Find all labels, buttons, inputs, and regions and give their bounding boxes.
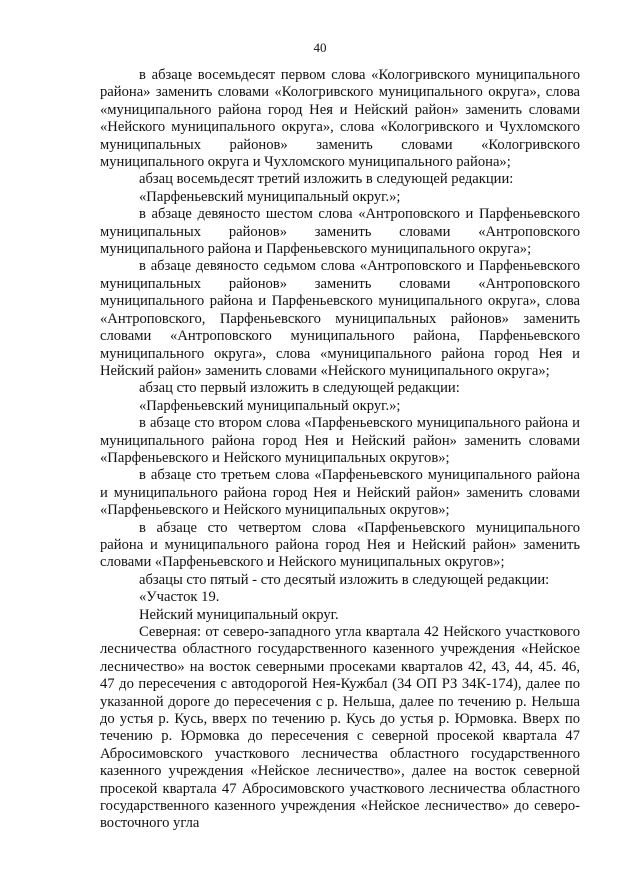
paragraph: в абзаце девяносто шестом слова «Антроповского и Парфеньевского муниципальных районов» заменить словами «Антроповского муниципального района и Парфеньевского муниципального округа»; — [100, 206, 580, 258]
paragraph: абзацы сто пятый - сто десятый изложить в следующей редакции: — [139, 571, 550, 588]
paragraph: в абзаце сто третьем слова «Парфеньевского муниципального района и муниципального района город Нея и Нейский район» заменить словами «Парфеньевского и Нейского муниципальных округов»; — [100, 467, 580, 519]
paragraph: «Участок 19. — [139, 589, 220, 606]
paragraph: «Парфеньевский муниципальный округ.»; — [139, 188, 401, 205]
paragraph: в абзаце девяносто седьмом слова «Антроповского и Парфеньевского муниципальных районов» заменить словами «Антроповского муниципального района и Парфеньевского муниципального округа», слова «Антроповского, Парфеньевского муниципальных районов» заменить словами «Антроповского муниципального района, Парфеньевского муниципального округа», слова «муниципального района город Нея и Нейский район» заменить словами «Нейского муниципального округа»; — [100, 258, 580, 379]
paragraph: в абзаце сто четвертом слова «Парфеньевского муниципального района и муниципального района город Нея и Нейский район» заменить словами «Парфеньевского и Нейского муниципальных округов»; — [100, 519, 580, 571]
document-body — [100, 67, 580, 833]
paragraph: Северная: от северо-западного угла квартала 42 Нейского участкового лесничества областного государственного казенного учреждения «Нейское лесничество» на восток северными просеками кварталов 42, 43, 44, 45. 46, 47 до пересечения с автодорогой Нея-Кужбал (34 ОП РЗ 34К-174), далее по указанной дороге до пересечения с р. Нельша, далее по течению р. Нельша до устья р. Кусь, вверх по течению р. Кусь до устья р. Юрмовка. Вверх по течению р. Юрмовка до пересечения с северной просекой квартала 47 Абросимовского участкового лесничества областного государственного казенного учреждения «Нейское лесничество», далее на восток северной просекой квартала 47 Абросимовского участкового лесничества областного государственного казенного учреждения «Нейское лесничество» до северо-восточного угла — [100, 624, 580, 832]
paragraph: абзац сто первый изложить в следующей редакции: — [139, 380, 460, 397]
paragraph: в абзаце восемьдесят первом слова «Кологривского муниципального района» заменить словами «Кологривского муниципального округа», слова «муниципального района город Нея и Нейский район» заменить словами «Нейского муниципального округа», слова «Кологривского и Чухломского муниципальных районов» заменить словами «Кологривского муниципального округа и Чухломского муниципального района»; — [100, 67, 580, 171]
paragraph: абзац восемьдесят третий изложить в следующей редакции: — [139, 171, 514, 188]
paragraph: Нейский муниципальный округ. — [139, 606, 339, 623]
paragraph: в абзаце сто втором слова «Парфеньевского муниципального района и муниципального района город Нея и Нейский район» заменить словами «Парфеньевского и Нейского муниципальных округов»; — [100, 415, 580, 466]
paragraph: «Парфеньевский муниципальный округ.»; — [139, 397, 401, 414]
page-number: 40 — [313, 40, 327, 55]
